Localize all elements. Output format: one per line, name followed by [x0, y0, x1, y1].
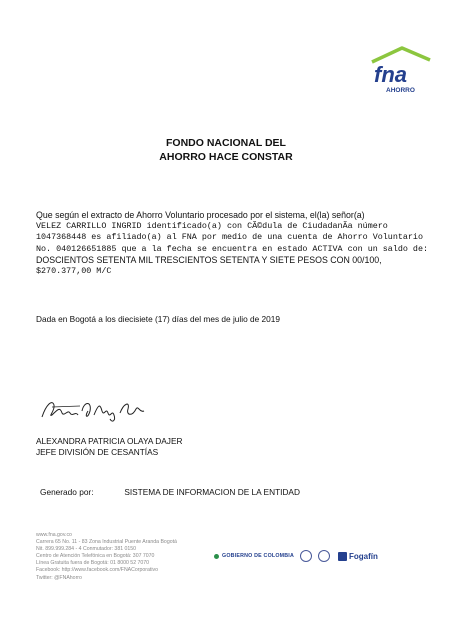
balance-amount: $270.377,00 M/C	[36, 266, 112, 277]
footer-line: Centro de Atención Telefónica en Bogotá: 307 7070	[36, 553, 155, 560]
seal-icon	[300, 550, 312, 562]
footer-line: Línea Gratuita fuera de Bogotá: 01 8000 52 7070	[36, 560, 150, 567]
document-title-line1: FONDO NACIONAL DEL	[166, 137, 286, 149]
fogafin-label: Fogafín	[348, 551, 378, 561]
body-line: VELEZ CARRILLO INGRID identificado(a) con CÃ©dula de CiudadanÃa número	[36, 221, 388, 232]
footer-line: Carrera 65 No. 11 - 83 Zona Industrial Puente Aranda Bogotá	[36, 539, 177, 546]
gobierno-label: GOBIERNO DE COLOMBIA	[222, 553, 294, 559]
body-line: 1047368448 es afiliado(a) al FNA por medio de una cuenta de Ahorro Voluntario	[36, 232, 423, 243]
generated-label: Generado por:	[40, 487, 94, 497]
document-title-line2: AHORRO HACE CONSTAR	[159, 151, 293, 163]
signature	[40, 395, 150, 425]
gobierno-logo	[214, 553, 294, 559]
fogafin-mark-icon	[338, 552, 347, 561]
signer-position: JEFE DIVISIÓN DE CESANTÍAS	[36, 447, 159, 457]
gobierno-emblem-icon	[214, 554, 219, 559]
fna-logo	[368, 42, 432, 98]
footer-line: Facebook: http://www.facebook.com/FNACorporativo	[36, 567, 158, 574]
fna-logo-subtitle: AHORRO	[386, 87, 415, 94]
certificate-body	[36, 210, 429, 277]
footer-line: www.fna.gov.co	[36, 532, 72, 538]
signer-block	[36, 436, 182, 458]
generated-by	[40, 487, 300, 497]
footer-line: Nit. 899.999.284 - 4 Conmutador: 381 0150	[36, 546, 137, 553]
issue-date: Dada en Bogotá a los diecisiete (17) días del mes de julio de 2019	[36, 314, 280, 324]
footer-line: Twitter: @FNAhorro	[36, 574, 82, 581]
signer-name: ALEXANDRA PATRICIA OLAYA DAJER	[36, 436, 183, 446]
body-line: No. 040126651885 que a la fecha se encuentra en estado ACTIVA con un saldo de:	[36, 243, 429, 254]
fogafin-logo	[338, 552, 378, 561]
fna-logo-text: fna	[374, 62, 407, 87]
footer-contact	[36, 532, 236, 582]
generated-value: SISTEMA DE INFORMACION DE LA ENTIDAD	[124, 487, 300, 497]
body-line: DOSCIENTOS SETENTA MIL TRESCIENTOS SETENTA Y SIETE PESOS CON 00/100,	[36, 254, 382, 265]
footer-logos	[214, 548, 378, 564]
certification-icon	[318, 550, 330, 562]
body-line: Que según el extracto de Ahorro Voluntario procesado por el sistema, el(la) señor(a)	[36, 210, 365, 220]
